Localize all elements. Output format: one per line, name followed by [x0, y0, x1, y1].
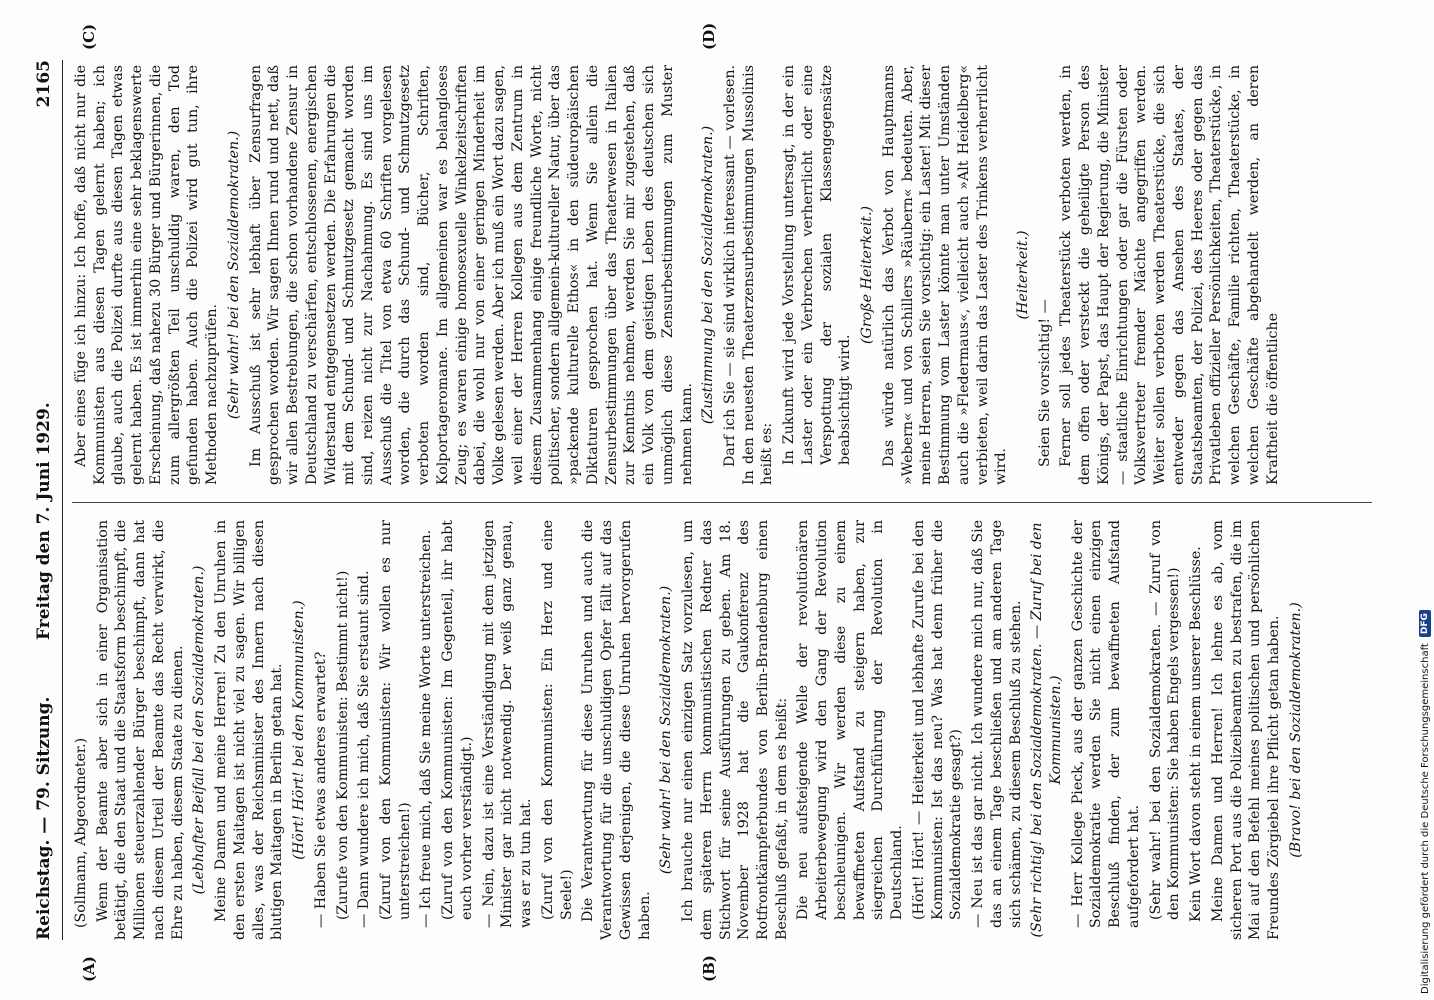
paragraph: (Bravo! bei den Sozialdemokraten.) — [1287, 602, 1304, 858]
paragraph: Wenn der Beamte aber sich in einer Organisation betätigt, die den Staat und die Staatsform beschimpft, die Millionen steuerzahlender Bürger beschimpft, dann hat nach diesem Urteil der Beamte das Recht verwirkt, die Ehre zu haben, diesem Staate zu dienen. — [94, 520, 186, 940]
paragraph: (Zuruf von den Kommunisten: Wir wollen es nur unterstreichen!) — [378, 520, 413, 920]
paragraph: — Dann wundere ich mich, daß Sie erstaunt sind. — [356, 570, 373, 928]
paragraph: (Große Heiterkeit.) — [859, 205, 876, 345]
paragraph: (Sehr wahr! bei den Sozialdemokraten. — Zuruf von den Kommunisten: Sie haben Engels vergessen!) — [1147, 520, 1183, 920]
paragraph: (Sollmann, Abgeordneter.) — [73, 737, 89, 928]
paragraph: Aber eines füge ich hinzu: Ich hoffe, daß nicht nur die Kommunisten aus diesen Tagen gelernt haben; ich glaube, auch die Polizei durfte aus diesen Tagen etwas gelernt haben. Es ist immerhin eine sehr beklagenswerte Erscheinung, daß nahezu 30 Bürger und Bürgerinnen, die zum allergrößten Teil unschuldig waren, den Tod gefunden haben. Auch die Polizei wird gut tun, ihre Methoden nachzuprüfen. — [73, 65, 221, 485]
paragraph: (Zuruf von den Kommunisten: Im Gegenteil, ihr habt euch vorher verständigt.) — [440, 520, 475, 920]
paragraph: Das würde natürlich das Verbot von Hauptmanns »Webern« und von Schillers »Räubern« bedeuten. Aber, meine Herren, seien Sie vorsichtig: ein Laster! Mit dieser Bestimmung vom Laster könnte man unter Umständen auch die »Fledermaus«, vielleicht auch »Alt Heidelberg« verbieten, weil darin das Laster des Trinkens verherrlicht wird. — [880, 65, 1010, 485]
paragraph: (Zustimmung bei den Sozialdemokraten.) — [700, 125, 717, 425]
digitization-footer — [1416, 0, 1434, 1000]
paragraph: — Neu ist das gar nicht. Ich wundere mich nur, daß Sie das an einem Tage beschließen und am anderen Tage sich schämen, zu diesem Beschluß zu stehen. — [970, 520, 1024, 928]
header-date: Freitag den 7. Juni 1929. — [34, 402, 54, 640]
right-column — [72, 65, 1382, 485]
paragraph: Die neu aufsteigende Welle der revolutionären Arbeiterbewegung wird den Gang der Revolution beschleunigen. Wir werden diese zu einem bewaffneten Aufstand zu steigern haben, zur siegreichen Durchführung der Revolution in Deutschland. — [795, 520, 906, 920]
paragraph: Kein Wort davon steht in einem unserer Beschlüsse. — [1188, 546, 1205, 922]
paragraph: (Hört! Hört! bei den Kommunisten.) — [291, 600, 308, 860]
column-divider — [72, 502, 1372, 503]
paragraph: — Haben Sie etwas anderes erwartet? — [312, 651, 329, 928]
paragraph: (Zurufe von den Kommunisten: Bestimmt nicht!) — [334, 570, 351, 920]
paragraph: (Heiterkeit.) — [1014, 230, 1031, 320]
paragraph: (Sehr wahr! bei den Sozialdemokraten.) — [225, 130, 242, 420]
paragraph: Seien Sie vorsichtig! — — [1036, 299, 1053, 467]
paragraph: Meine Damen und meine Herren! Zu den Unruhen in den ersten Maitagen ist nicht viel zu sagen. Wir billigen alles, was der Reichsminister des Innern nach diesen blutigen Maitagen in Berlin getan hat. — [213, 520, 286, 940]
header-rule — [62, 60, 63, 940]
paragraph: (Sehr richtig! bei den Sozialdemokraten. — Zuruf bei den Kommunisten.) — [1029, 522, 1064, 938]
margin-marker-b: (B) — [700, 955, 718, 982]
paragraph: Meine Damen und Herren! Ich lehne es ab, vom sicheren Port aus die Polizeibeamten zu bestrafen, die im Mai auf den Befehl meines politischen und persönlichen Freundes Zörgiebel ihre Pflicht getan haben. — [1209, 520, 1283, 940]
paragraph: — Herr Kollege Pieck, aus der ganzen Geschichte der Sozialdemokratie werden Sie nicht einen einzigen Beschluß finden, der zum bewaffneten Aufstand aufgefordert hat. — [1069, 520, 1142, 928]
margin-marker-d: (D) — [700, 22, 718, 50]
paragraph: Ich brauche nur einen einzigen Satz vorzulesen, um dem späteren Herrn kommunistischen Redner das Stichwort für seine Ausführungen zu geben. Am 18. November 1928 hat die Gaukonferenz des Rotfrontkämpferbundes von Berlin-Brandenburg einen Beschluß gefaßt, in dem es heißt: — [680, 520, 790, 940]
paragraph: (Zuruf von den Kommunisten: Ein Herz und eine Seele!) — [539, 520, 575, 920]
paragraph: Ferner soll jedes Theaterstück verboten werden, in dem offen oder versteckt die geheiligte Person des Königs, der Papst, das Haupt der Regierung, die Minister — staatliche Einrichtungen oder gar die Fürsten oder Volksvertreter fremder Mächte angegriffen werden. Weiter sollen verboten werden Theaterstücke, die sich entweder gegen das Ansehen des Staates, der Staatsbeamten, der Polizei, des Heeres oder gegen das Privatleben offizieller Persönlichkeiten, Theaterstücke, in welchen Geschäfte, Familie richten, Theaterstücke, in welchen Geschäfte abgehandelt werden, an deren Kraftheit die öffentliche — [1058, 65, 1281, 485]
left-column — [72, 520, 1382, 940]
margin-marker-c: (C) — [80, 23, 98, 50]
paragraph: (Sehr wahr! bei den Sozialdemokraten.) — [658, 585, 675, 875]
page-header — [30, 60, 60, 940]
page-number: 2165 — [34, 60, 54, 108]
paragraph: Im Ausschuß ist sehr lebhaft über Zensurfragen gesprochen worden. Wir sagen Ihnen rund und nett, daß wir allen Bestrebungen, die schon vorhandene Zensur in Deutschland zu verschärfen, entschlossenen, energischen Widerstand entgegensetzen werden. Die Erfahrungen die mit dem Schund- und Schmutzgesetz gemacht worden sind, reizen nicht zur Nachahmung. Es sind uns im Ausschuß die Titel von etwa 60 Schriften vorgelesen worden, die durch das Schund- und Schmutzgesetz verboten worden sind, Bücher, Schriften, Kolportageromane. Im allgemeinen war es belangloses Zeug; es waren einige homosexuelle Winkelzeitschriften dabei, die wohl nur von einer geringen Minderheit im Volke gelesen werden. Aber ich muß ein Wort dazu sagen, weil einer der Herren Kollegen aus dem Zentrum in diesem Zusammenhang einige freundliche Worte, nicht politischer, sondern allgemein-kultureller Natur, über das »packende kulturelle Ethos« in den südeuropäischen Diktaturen gesprochen hat. Wenn Sie allein die Zensurbestimmungen über das Theaterwesen in Italien zur Kenntnis nehmen, werden Sie mir zugestehen, daß ein Volk von dem geistigen Leben des deutschen sich unmöglich diese Zensurbestimmungen zum Muster nehmen kann. — [247, 65, 695, 485]
paragraph: (Hört! Hört! — Heiterkeit und lebhafte Zurufe bei den Kommunisten: Ist das neu? Was hat denn früher die Sozialdemokratie gesagt?) — [910, 520, 965, 920]
paragraph: In Zukunft wird jede Vorstellung untersagt, in der ein Laster oder ein Verbrechen verherrlicht oder eine Verspottung der sozialen Klassengegensätze beabsichtigt wird. — [781, 65, 854, 465]
footer-text: Digitalisierung gefördert durch die Deutsche Forschungsgemeinschaft — [1419, 643, 1431, 994]
header-session: Reichstag. — 79. Sitzung. — [34, 696, 54, 940]
paragraph: — Nein, dazu ist eine Verständigung mit dem jetzigen Minister gar nicht notwendig. Der weiß ganz genau, was er zu tun hat. — [480, 520, 535, 928]
margin-marker-a: (A) — [80, 956, 98, 982]
dfg-logo: DFG — [1419, 610, 1431, 637]
paragraph: Die Verantwortung für diese Unruhen und auch die Verantwortung für die unschuldigen Opfer fällt auf das Gewissen derjenigen, die diese Unruhen hervorgerufen haben. — [580, 520, 653, 940]
paragraph: — Ich freue mich, daß Sie meine Worte unterstreichen. — [418, 529, 435, 928]
paragraph: (Lebhafter Beifall bei den Sozialdemokraten.) — [191, 565, 208, 895]
paragraph: Darf ich Sie — sie sind wirklich interessant — vorlesen. In den neuesten Theaterzensurbestimmungen Mussolinis heißt es: — [721, 65, 776, 485]
